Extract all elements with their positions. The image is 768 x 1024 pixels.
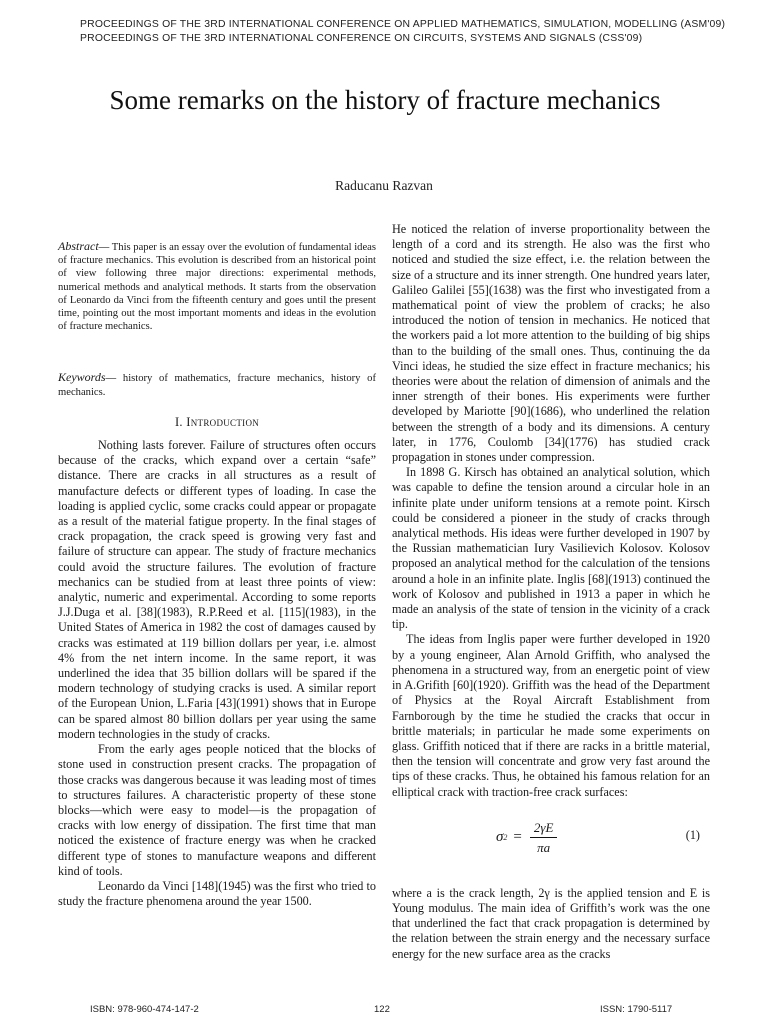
section-heading <box>58 415 376 430</box>
abstract <box>58 240 376 333</box>
abstract-text: This paper is an essay over the evolution of fundamental ideas of fracture mechanics. This evolution is described from an historical point of view following three major directions: experimental methods, numerical methods and analytical methods. It starts from the observation of Leonardo da Vinci from the fifteenth century and goes until the present time, pointing out the most important moments and ideas in the evolution of fracture mechanics. <box>58 242 376 333</box>
paper-title: Some remarks on the history of fracture mechanics <box>109 85 661 115</box>
abstract-lead: Abstract— <box>58 239 110 253</box>
footer-issn: ISSN: 1790-5117 <box>600 1004 673 1015</box>
keywords-lead: Keywords— <box>58 370 117 385</box>
equation-numerator: 2γE <box>530 820 558 838</box>
equation-denominator: πa <box>537 839 551 855</box>
paragraph: He noticed the relation of inverse proportionality between the length of a cord and its strength. He also was the first who noticed and studied the size effect, i.e. the relation between the size of a structure and its inner strength. One hundred years later, Galileo Galilei [55](1638) was the first who investigated from a mathematical point of view the problem of cracks; he also introduced the notion of tension in mechanics. He noticed that the workers paid a lot more attention to the building of big ships than to the building of the small ones. Thus, continuing the da Vinci ideas, he studied the size effect in fracture mechanics; his theories were about the relation of dimension of animals and the inner strength of their bones. His experiments were further developed by Mariotte [90](1686), who underlined the relation between the strength of a body and its dimensions. A century later, in 1776, Coulomb [34](1776) has studied crack propagation in stones under compression. <box>392 222 710 465</box>
paragraph: where a is the crack length, 2γ is the applied tension and E is Young modulus. The main idea of Griffith’s work was the one that underlined the fact that crack propagation is determined by the relation between the strain energy and the necessary surface energy for the new surface area as the cracks <box>392 885 710 961</box>
paragraph: Nothing lasts forever. Failure of structures often occurs because of the cracks, which expand over a certain “safe” distance. There are cracks in all structures as a result of manufacture defects or different types of loading. In case the loading is applied cyclic, some cracks could appear or propagate as a result of the material fatigue property. In the final stages of crack propagation, the crack speed is growing very fast and failure of structure can appear. The study of fracture mechanics could avoid the structure failures. The evolution of fracture mechanics can be studied from at least three points of view: analytic, numeric and experimental. According to some reports J.J.Duga et al. [38](1983), R.P.Reed et al. [115](1983), in the United States of America in 1982 the cost of damages caused by cracks was estimated at 119 billion dollars per year, i.e. almost 4% from the net intern income. In the same report, it was underlined the idea that 35 billion dollars will be spared if the modern technology of studying cracks is used. A similar report of the European Union, L.Faria [43](1991) shows that in Europe can be spared almost 80 billion dollars per year using the same modern technologies in the study of cracks. <box>58 438 376 741</box>
equation-lhs: σ <box>496 828 504 845</box>
section-title: Introduction <box>186 414 260 429</box>
footer-isbn: ISBN: 978-960-474-147-2 <box>90 1004 199 1015</box>
equation-exponent: 2 <box>503 832 508 842</box>
paragraph: Leonardo da Vinci [148](1945) was the first who tried to study the fracture phenomena around the year 1500. <box>58 878 376 909</box>
section-number: I. <box>174 414 183 429</box>
left-column <box>58 230 376 909</box>
keywords-text: history of mathematics, fracture mechanics, history of mechanics. <box>58 373 376 398</box>
equation-1 <box>392 816 710 872</box>
paragraph: In 1898 G. Kirsch has obtained an analytical solution, which was capable to define the tension around a circular hole in an infinite plate under uniform tensions at a remote point. Kirsch could be considered a pioneer in the study of cracks through analytical methods. His ideas were further developed in 1907 by the Russian mathematician Iury Vasilievich Kolosov. Kolosov proposed an analytical method for the calculation of the tensions around a hole in an infinite plate. Inglis [68](1913) continued the work of Kolosov and published in 1913 a paper in which he made an analysis of the state of tension in the vicinity of a crack tip. <box>392 465 710 632</box>
equation-body <box>496 820 557 855</box>
header-line-1: PROCEEDINGS OF THE 3RD INTERNATIONAL CONFERENCE ON APPLIED MATHEMATICS, SIMULATION, MODELLING (ASM'09) <box>80 19 726 30</box>
equation-equals: = <box>513 828 522 845</box>
page-number: 122 <box>374 1004 390 1015</box>
keywords <box>58 371 376 398</box>
equation-fraction <box>530 820 558 855</box>
right-column <box>392 222 710 962</box>
author-name: Raducanu Razvan <box>335 178 433 193</box>
paragraph: From the early ages people noticed that the blocks of stone used in construction present cracks. The propagation of those cracks was dangerous because it was leading most of times to structures failures. A characteristic property of these stone blocks—which were easy to model—is the propagation of cracks with low energy of dissipation. The first time that man noticed the existence of fracture energy was when he cracked different type of stones to manufacture weapons and different kind of tools. <box>58 742 376 878</box>
equation-number: (1) <box>685 827 700 842</box>
running-header <box>80 18 726 46</box>
paragraph: The ideas from Inglis paper were further developed in 1920 by a young engineer, Alan Arnold Griffith, who analysed the phenomena in a structured way, from an energetic point of view in A.Grifith [60](1920). Griffith was the head of the Department of Physics at the Royal Aircraft Establishment from Farnborough by the time he studied the cracks that occur in brittle materials; in particular he made some experiments on glass. Griffith noticed that if there are racks in a brittle material, then the tension will concentrate and grow very fast around the tips of these cracks. Thus, he obtained his famous relation for an elliptical crack with traction-free crack surfaces: <box>392 632 710 799</box>
header-line-2: PROCEEDINGS OF THE 3RD INTERNATIONAL CONFERENCE ON CIRCUITS, SYSTEMS AND SIGNALS (CSS'09) <box>80 33 643 44</box>
